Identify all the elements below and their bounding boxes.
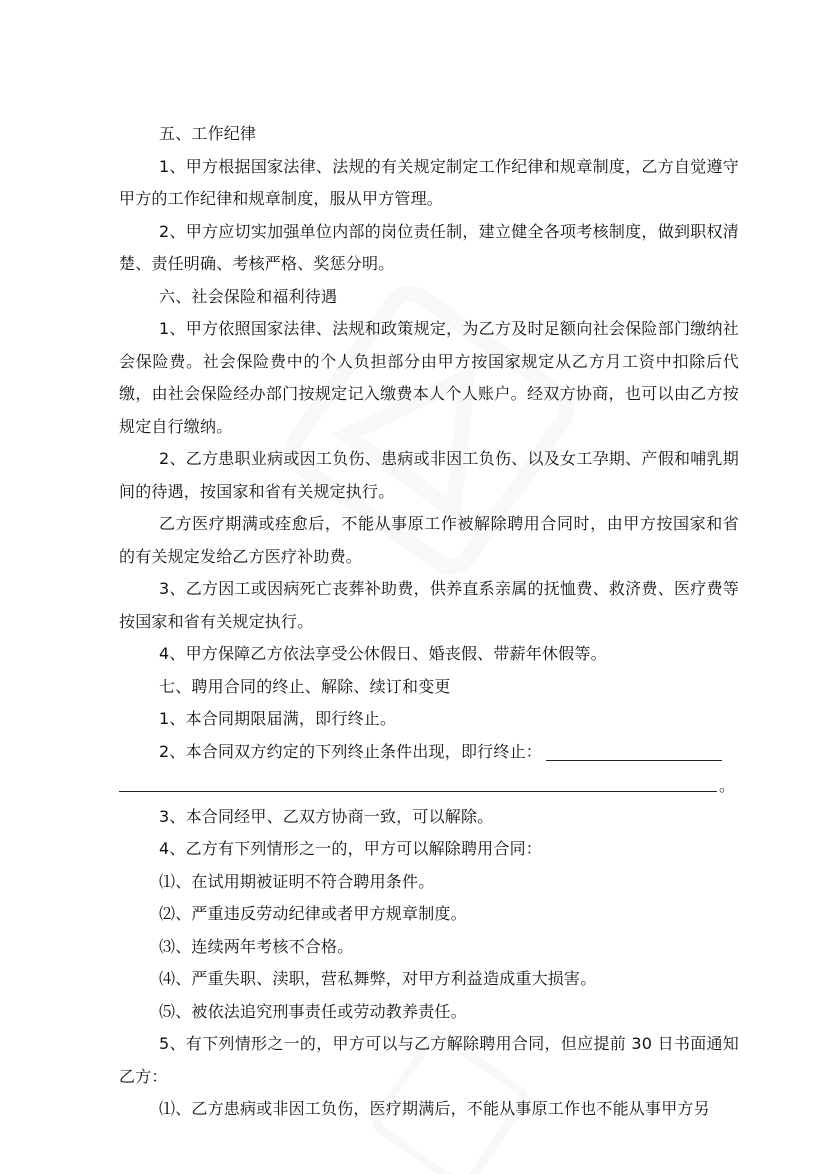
paragraph: 2、乙方患职业病或因工负伤、患病或非因工负伤、以及女工孕期、产假和哺乳期间的待遇，按国家和省有关规定执行。 bbox=[119, 449, 739, 501]
paragraph: 1、本合同期限届满，即行终止。 bbox=[159, 709, 397, 728]
list-item: ⑶、连续两年考核不合格。 bbox=[159, 936, 354, 956]
paragraph: 2、甲方应切实加强单位内部的岗位责任制，建立健全各项考核制度，做到职权清楚、责任明确、考核严格、奖惩分明。 bbox=[119, 221, 739, 273]
termination-conditions-row bbox=[119, 736, 739, 769]
fill-in-full-row bbox=[119, 768, 739, 801]
paragraph: 3、本合同经甲、乙双方协商一致，可以解除。 bbox=[159, 806, 494, 826]
document-body bbox=[119, 118, 739, 1126]
fill-in-blank-line[interactable] bbox=[546, 742, 722, 761]
paragraph: 3、乙方因工或因病死亡丧葬补助费，供养直系亲属的抚恤费、救济费、医疗费等按国家和省有关规定执行。 bbox=[119, 579, 739, 631]
section-heading-social-insurance: 六、社会保险和福利待遇 bbox=[159, 286, 338, 306]
paragraph: 1、甲方根据国家法律、法规的有关规定制定工作纪律和规章制度，乙方自觉遵守甲方的工作纪律和规章制度，服从甲方管理。 bbox=[119, 156, 739, 208]
section-heading-work-discipline: 五、工作纪律 bbox=[159, 124, 257, 143]
list-item: ⑸、被依法追究刑事责任或劳动教养责任。 bbox=[159, 1001, 467, 1021]
list-item: ⑴、在试用期被证明不符合聘用条件。 bbox=[159, 871, 435, 891]
paragraph: 乙方医疗期满或痊愈后，不能从事原工作被解除聘用合同时，由甲方按国家和省的有关规定发给乙方医疗补助费。 bbox=[119, 514, 739, 566]
paragraph: 4、甲方保障乙方依法享受公休假日、婚丧假、带薪年休假等。 bbox=[159, 644, 607, 663]
termination-conditions-label: 2、本合同双方约定的下列终止条件出现，即行终止： bbox=[159, 741, 542, 761]
list-item: ⑷、严重失职、渎职，营私舞弊，对甲方利益造成重大损害。 bbox=[159, 969, 597, 988]
line-end-mark: 。 bbox=[719, 776, 736, 795]
paragraph: 1、甲方依照国家法律、法规和政策规定，为乙方及时足额向社会保险部门缴纳社会保险费。社会保险费中的个人负担部分由甲方按国家规定从乙方月工资中扣除后代缴，由社会保险经办部门按规定记入缴费本人个人账户。经双方协商，也可以由乙方按规定自行缴纳。 bbox=[119, 319, 739, 436]
list-item: ⑵、严重违反劳动纪律或者甲方规章制度。 bbox=[159, 904, 467, 923]
section-heading-contract-termination: 七、聘用合同的终止、解除、续订和变更 bbox=[159, 676, 451, 696]
paragraph: 4、乙方有下列情形之一的，甲方可以解除聘用合同： bbox=[159, 839, 542, 858]
fill-in-full-line[interactable] bbox=[119, 791, 717, 792]
list-item: ⑴、乙方患病或非因工负伤，医疗期满后，不能从事原工作也不能从事甲方另 bbox=[159, 1099, 710, 1118]
paragraph: 5、有下列情形之一的，甲方可以与乙方解除聘用合同，但应提前 30 日书面通知乙方： bbox=[119, 1034, 739, 1086]
